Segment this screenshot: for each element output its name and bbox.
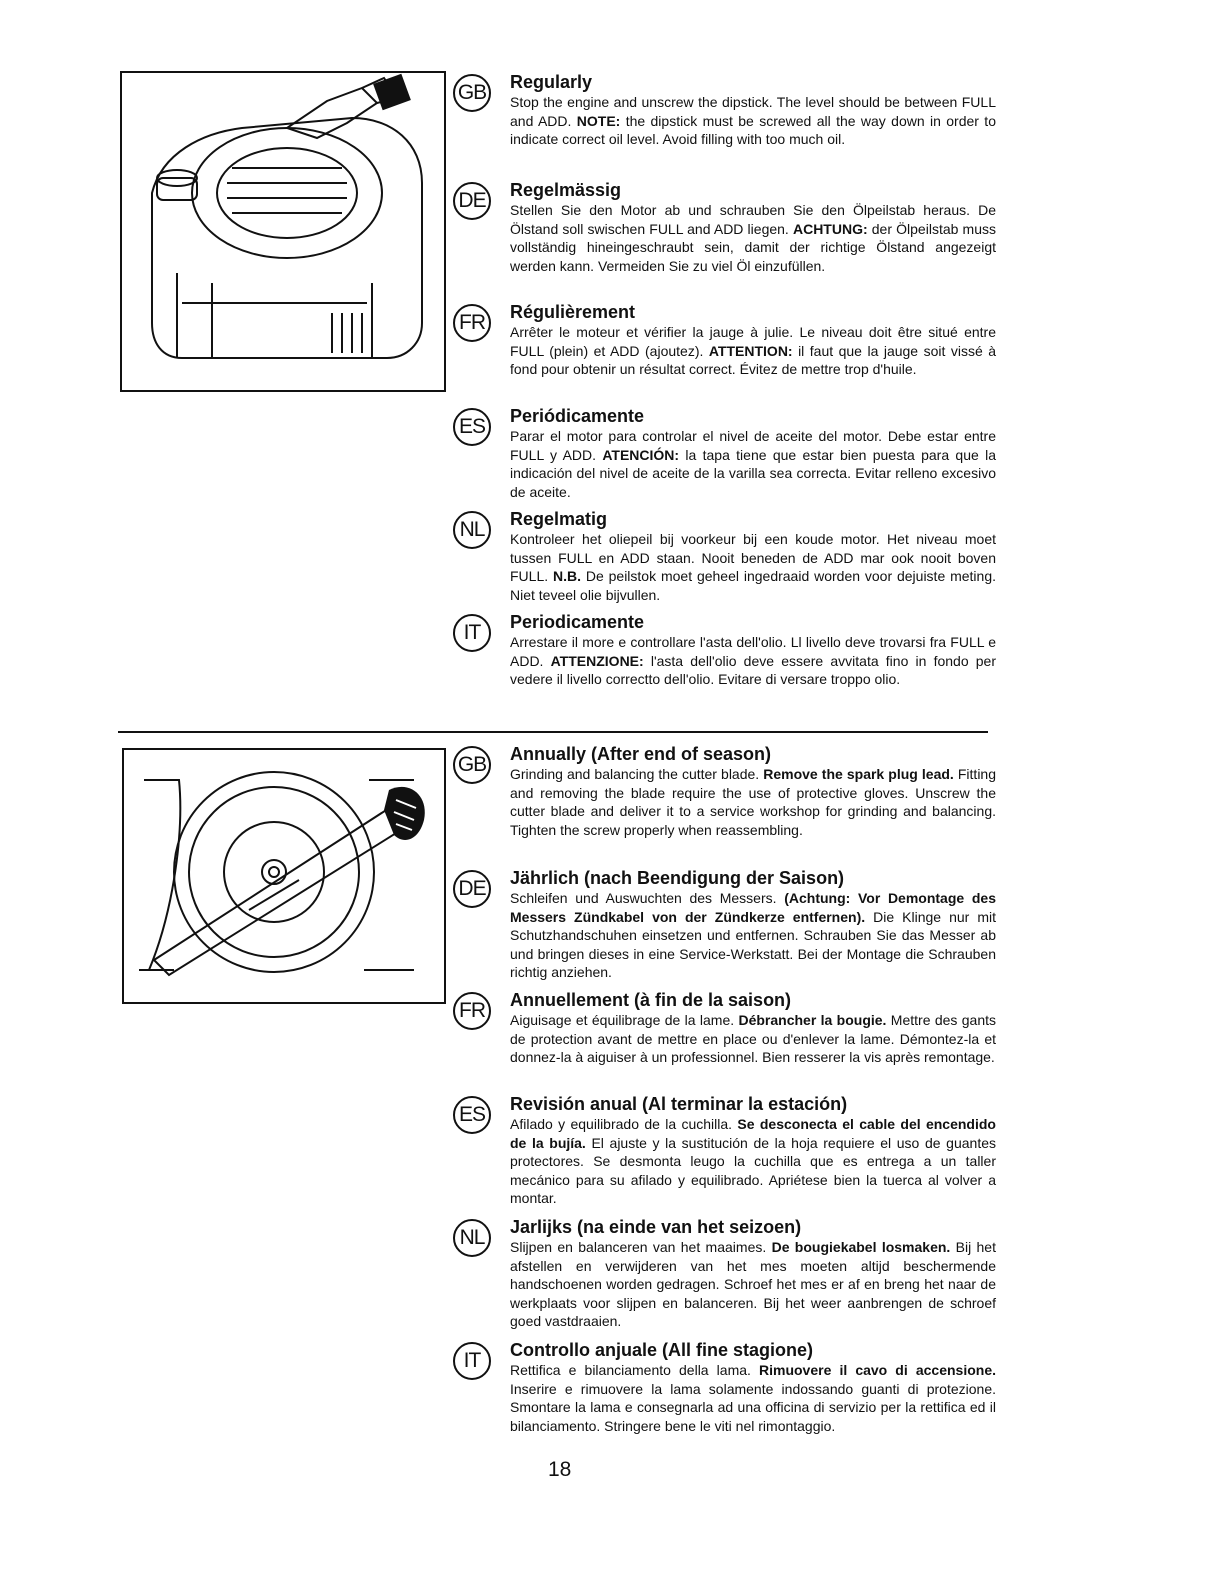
emphasis-text: De bougiekabel losmaken.: [771, 1239, 951, 1255]
section-heading: Jarlijks (na einde van het seizoen): [510, 1217, 802, 1237]
section-heading: Régulièrement: [510, 302, 636, 322]
language-badge-de: DE: [453, 870, 491, 908]
language-badge-es: ES: [453, 1096, 491, 1134]
language-badge-es: ES: [453, 408, 491, 446]
section-body: [510, 889, 996, 982]
section-body: [510, 323, 996, 379]
section-heading: Regularly: [510, 72, 593, 92]
body-text: Schleifen und Auswuchten des Messers.: [510, 890, 785, 906]
section-heading: Annuellement (à fin de la saison): [510, 990, 792, 1010]
section-heading: Jährlich (nach Beendigung der Saison): [510, 868, 845, 888]
language-badge-de: DE: [453, 182, 491, 220]
language-badge-gb: GB: [453, 74, 491, 112]
body-text: Stellen Sie den Motor ab und schrauben Sie den Ölpeilstab heraus. De Ölstand soll swischen FULL and ADD liegen.: [510, 202, 996, 237]
emphasis-text: N.B.: [553, 568, 581, 585]
section-heading: Revisión anual (Al terminar la estación): [510, 1094, 848, 1114]
language-badge-nl: NL: [453, 1219, 491, 1257]
section-heading: Controllo anjuale (All fine stagione): [510, 1340, 814, 1360]
section-body: [510, 1238, 996, 1331]
section-body: [510, 1361, 996, 1435]
body-text: Grinding and balancing the cutter blade.: [510, 766, 764, 782]
body-text: Mettre des gants de protection avant de mettre en place ou d'enlever la lame. Démontez-la et donnez-la à aiguiser à un professionnel. Bien resserer la vis après remontage.: [510, 1012, 997, 1066]
emphasis-text: NOTE:: [576, 112, 621, 129]
section-body: [510, 530, 996, 604]
section-heading: Regelmatig: [510, 509, 608, 529]
section-heading: Annually (After end of season): [510, 744, 772, 764]
section-body: [510, 1011, 996, 1067]
section-body: [510, 765, 996, 839]
body-text: l'asta dell'olio deve essere avvitata fino in fondo per vedere il livello correctto dell'olio. Evitare di versare troppo olio.: [510, 652, 996, 688]
body-text: El ajuste y la sustitución de la hoja requiere el uso de guantes protectores. Se desmonta leugo la cuchilla que es entrega a un taller mecánico para su afilado y equilibrado. Apriétese bien la tuerca al volver a montar.: [510, 1134, 996, 1207]
section-body: [510, 93, 996, 149]
body-text: Inserire e rimuovere la lama solamente indossando guanti di protezione. Smontare la lama e consegnarla ad una officina di servizio per la rettifica ed il bilanciamento. Stringere bene le viti nel rimontaggio.: [510, 1380, 996, 1434]
language-badge-fr: FR: [453, 304, 491, 342]
cutter-blade-illustration: [122, 748, 446, 1004]
emphasis-text: Débrancher la bougie.: [738, 1012, 887, 1028]
language-badge-gb: GB: [453, 746, 491, 784]
body-text: la tapa tiene que estar bien puesta para que la indicación del nivel de aceite de la varilla sea correcta. Evitar relleno excesivo de aceite.: [510, 446, 996, 500]
body-text: Slijpen en balanceren van het maaimes.: [510, 1239, 772, 1255]
emphasis-text: ACHTUNG:: [792, 220, 868, 237]
language-badge-it: IT: [453, 614, 491, 652]
section-body: [510, 201, 996, 275]
emphasis-text: (Achtung: Vor Demontage des Messers Zündkabel von der Zündkerze entfernen).: [510, 890, 996, 925]
emphasis-text: Rimuovere il cavo di accensione.: [759, 1362, 996, 1378]
emphasis-text: ATTENTION:: [708, 342, 793, 359]
emphasis-text: Se desconecta el cable del encendido de la bujía.: [510, 1116, 996, 1151]
engine-dipstick-illustration: [120, 71, 446, 392]
section-body: [510, 1115, 996, 1208]
emphasis-text: ATENCIÓN:: [602, 446, 680, 463]
body-text: der Ölpeilstab muss vollständig hineingeschraubt sein, damit der richtige Ölstand angezeigt werden kann. Vermeiden Sie zu viel Öl einzufüllen.: [510, 220, 996, 274]
body-text: Kontroleer het oliepeil bij voorkeur bij een koude motor. Het niveau moet tussen FULL en ADD staan. Nooit beneden de ADD mar ook nooit boven FULL.: [510, 531, 996, 585]
language-badge-it: IT: [453, 1342, 491, 1380]
body-text: Stop the engine and unscrew the dipstick. The level should be between FULL and ADD.: [510, 94, 996, 129]
page-number: 18: [548, 1458, 572, 1481]
section-heading: Regelmässig: [510, 180, 622, 200]
body-text: Parar el motor para controlar el nivel de aceite del motor. Debe estar entre FULL y ADD.: [510, 428, 996, 463]
emphasis-text: ATTENZIONE:: [550, 652, 644, 669]
body-text: De peilstok moet geheel ingedraaid worden voor dejuiste meting. Niet teveel olie bijvullen.: [510, 568, 997, 603]
language-badge-nl: NL: [453, 511, 491, 549]
body-text: Arrêter le moteur et vérifier la jauge à julie. Le niveau doit être situé entre FULL (plein) et ADD (ajoutez).: [510, 324, 996, 359]
section-body: [510, 427, 996, 501]
section-heading: Periódicamente: [510, 406, 645, 426]
body-text: Fitting and removing the blade require the use of protective gloves. Unscrew the cutter blade and deliver it to a service workshop for grinding and balancing. Tighten the screw properly when reassembling.: [510, 766, 997, 838]
body-text: Afilado y equilibrado de la cuchilla.: [510, 1116, 738, 1132]
body-text: Aiguisage et équilibrage de la lame.: [510, 1012, 739, 1028]
body-text: Rettifica e bilanciamento della lama.: [510, 1362, 759, 1378]
body-text: il faut que la jauge soit vissé à fond pour obtenir un résultat correct. Évitez de mettre trop d'huile.: [510, 342, 997, 378]
section-heading: Periodicamente: [510, 612, 645, 632]
body-text: Arrestare il more e controllare l'asta dell'olio. Ll livello deve trovarsi fra FULL e ADD.: [510, 634, 996, 669]
section-divider: [118, 731, 988, 733]
emphasis-text: Remove the spark plug lead.: [763, 766, 954, 782]
body-text: Die Klinge nur mit Schutzhandschuhen einsetzen und entfernen. Schrauben Sie das Messer ab und bringen dieses in eine Service-Werkstatt. Bei der Montage die Schrauben richtig anziehen.: [510, 908, 996, 981]
section-body: [510, 633, 996, 689]
body-text: Bij het afstellen en verwijderen van het mes moeten altijd beschermende handschoenen worden gedragen. Schroef het mes er af en breng het naar de werkplaats voor slijpen en balanceren. Bij het weer aanbrengen de schroef goed vastdraaien.: [510, 1239, 996, 1330]
language-badge-fr: FR: [453, 992, 491, 1030]
body-text: the dipstick must be screwed all the way down in order to indicate correct oil level. Avoid filling with too much oil.: [510, 112, 996, 148]
